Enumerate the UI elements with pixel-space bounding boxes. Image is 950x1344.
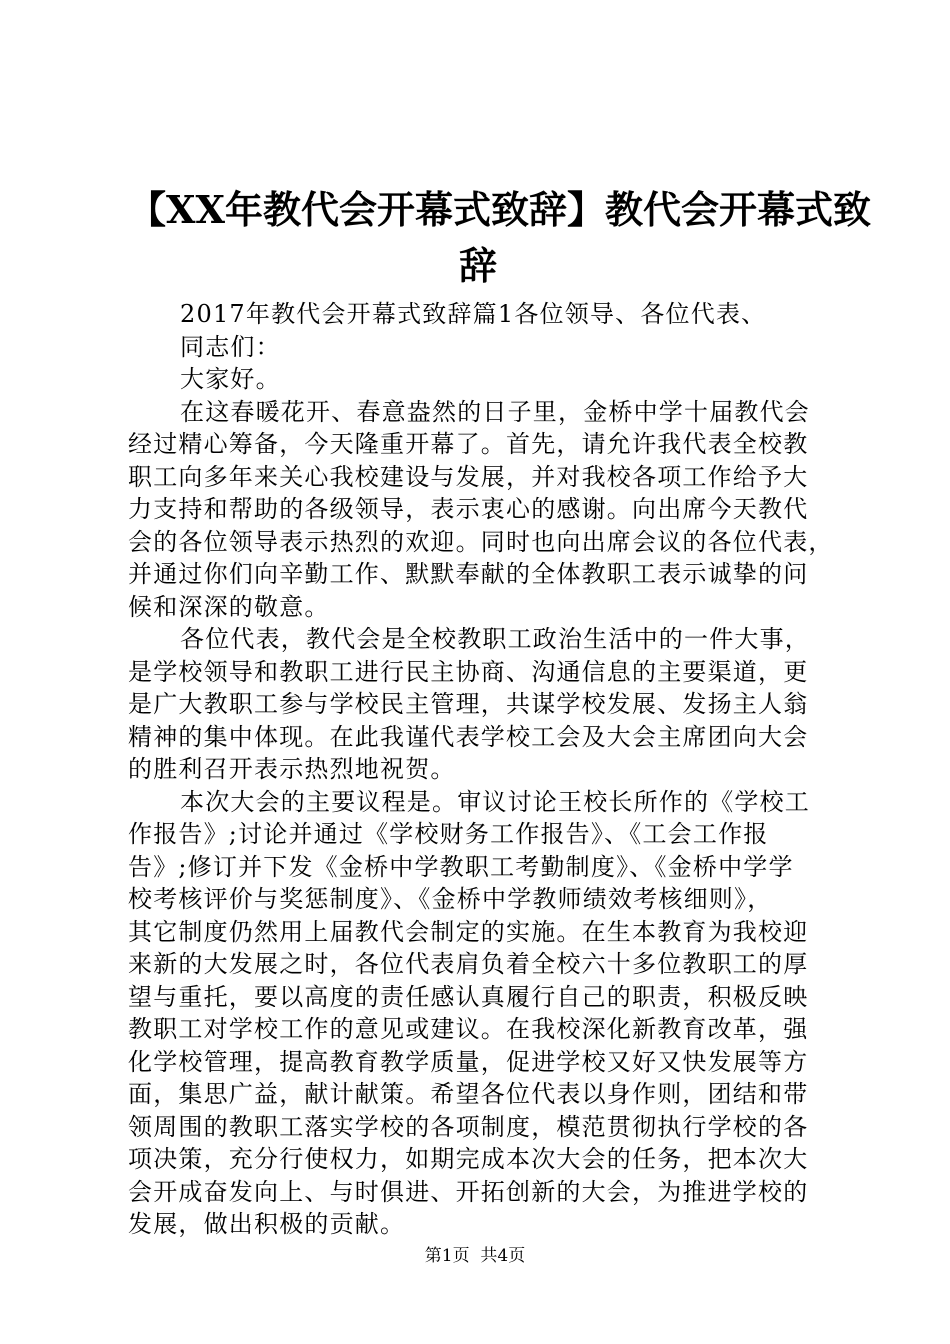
title-line-1: 【XX年教代会开幕式致辞】教代会开幕式致 <box>128 187 871 232</box>
body-line: 发展，做出积极的贡献。 <box>128 1210 406 1238</box>
body-line: 领周围的教职工落实学校的各项制度，模范贯彻执行学校的各 <box>128 1112 809 1141</box>
body-line: 2017年教代会开幕式致辞篇1各位领导、各位代表、 <box>180 300 767 328</box>
body-line: 会的各位领导表示热烈的欢迎。同时也向出席会议的各位代表， <box>128 527 834 556</box>
body-line: 力支持和帮助的各级领导，表示衷心的感谢。向出席今天教代 <box>128 495 809 523</box>
body-line: 告》;修订并下发《金桥中学教职工考勤制度》、《金桥中学学 <box>128 852 794 881</box>
body-line: 在这春暖花开、春意盎然的日子里，金桥中学十届教代会 <box>180 397 810 426</box>
body-line: 是广大教职工参与学校民主管理，共谋学校发展、发扬主人翁 <box>128 690 809 718</box>
body-line: 面，集思广益，献计献策。希望各位代表以身作则，团结和带 <box>128 1080 809 1108</box>
body-line: 的胜利召开表示热烈地祝贺。 <box>128 755 456 783</box>
body-line: 是学校领导和教职工进行民主协商、沟通信息的主要渠道，更 <box>128 657 809 686</box>
body-line: 望与重托，要以高度的责任感认真履行自己的职责，积极反映 <box>128 982 809 1011</box>
body-line: 会开成奋发向上、与时俱进、开拓创新的大会，为推进学校的 <box>128 1177 809 1206</box>
page-number-indicator: 第1页 共4页 <box>424 1246 526 1266</box>
body-line: 大家好。 <box>180 365 281 393</box>
body-line: 来新的大发展之时，各位代表肩负着全校六十多位教职工的厚 <box>128 950 809 978</box>
body-line: 化学校管理，提高教育教学质量，促进学校又好又快发展等方 <box>128 1047 809 1076</box>
body-line: 各位代表，教代会是全校教职工政治生活中的一件大事， <box>180 625 810 653</box>
body-line: 精神的集中体现。在此我谨代表学校工会及大会主席团向大会 <box>128 722 809 751</box>
body-line: 作报告》;讨论并通过《学校财务工作报告》、《工会工作报 <box>128 820 769 848</box>
document-title <box>128 182 871 294</box>
body-line: 经过精心筹备，今天隆重开幕了。首先，请允许我代表全校教 <box>128 430 809 458</box>
body-line: 并通过你们向辛勤工作、默默奉献的全体教职工表示诚挚的问 <box>128 560 809 588</box>
body-line: 本次大会的主要议程是。审议讨论王校长所作的《学校工 <box>180 787 810 816</box>
body-line: 教职工对学校工作的意见或建议。在我校深化新教育改革，强 <box>128 1015 809 1043</box>
document-body <box>128 298 834 1241</box>
title-line-2: 辞 <box>458 243 497 288</box>
body-line: 校考核评价与奖惩制度》、《金桥中学教师绩效考核细则》， <box>128 885 773 913</box>
page-footer <box>0 1244 950 1268</box>
body-line: 其它制度仍然用上届教代会制定的实施。在生本教育为我校迎 <box>128 917 809 946</box>
body-line: 职工向多年来关心我校建设与发展，并对我校各项工作给予大 <box>128 462 809 491</box>
body-line: 候和深深的敬意。 <box>128 592 330 621</box>
body-line: 项决策，充分行使权力，如期完成本次大会的任务，把本次大 <box>128 1145 809 1173</box>
body-line: 同志们： <box>180 332 281 361</box>
